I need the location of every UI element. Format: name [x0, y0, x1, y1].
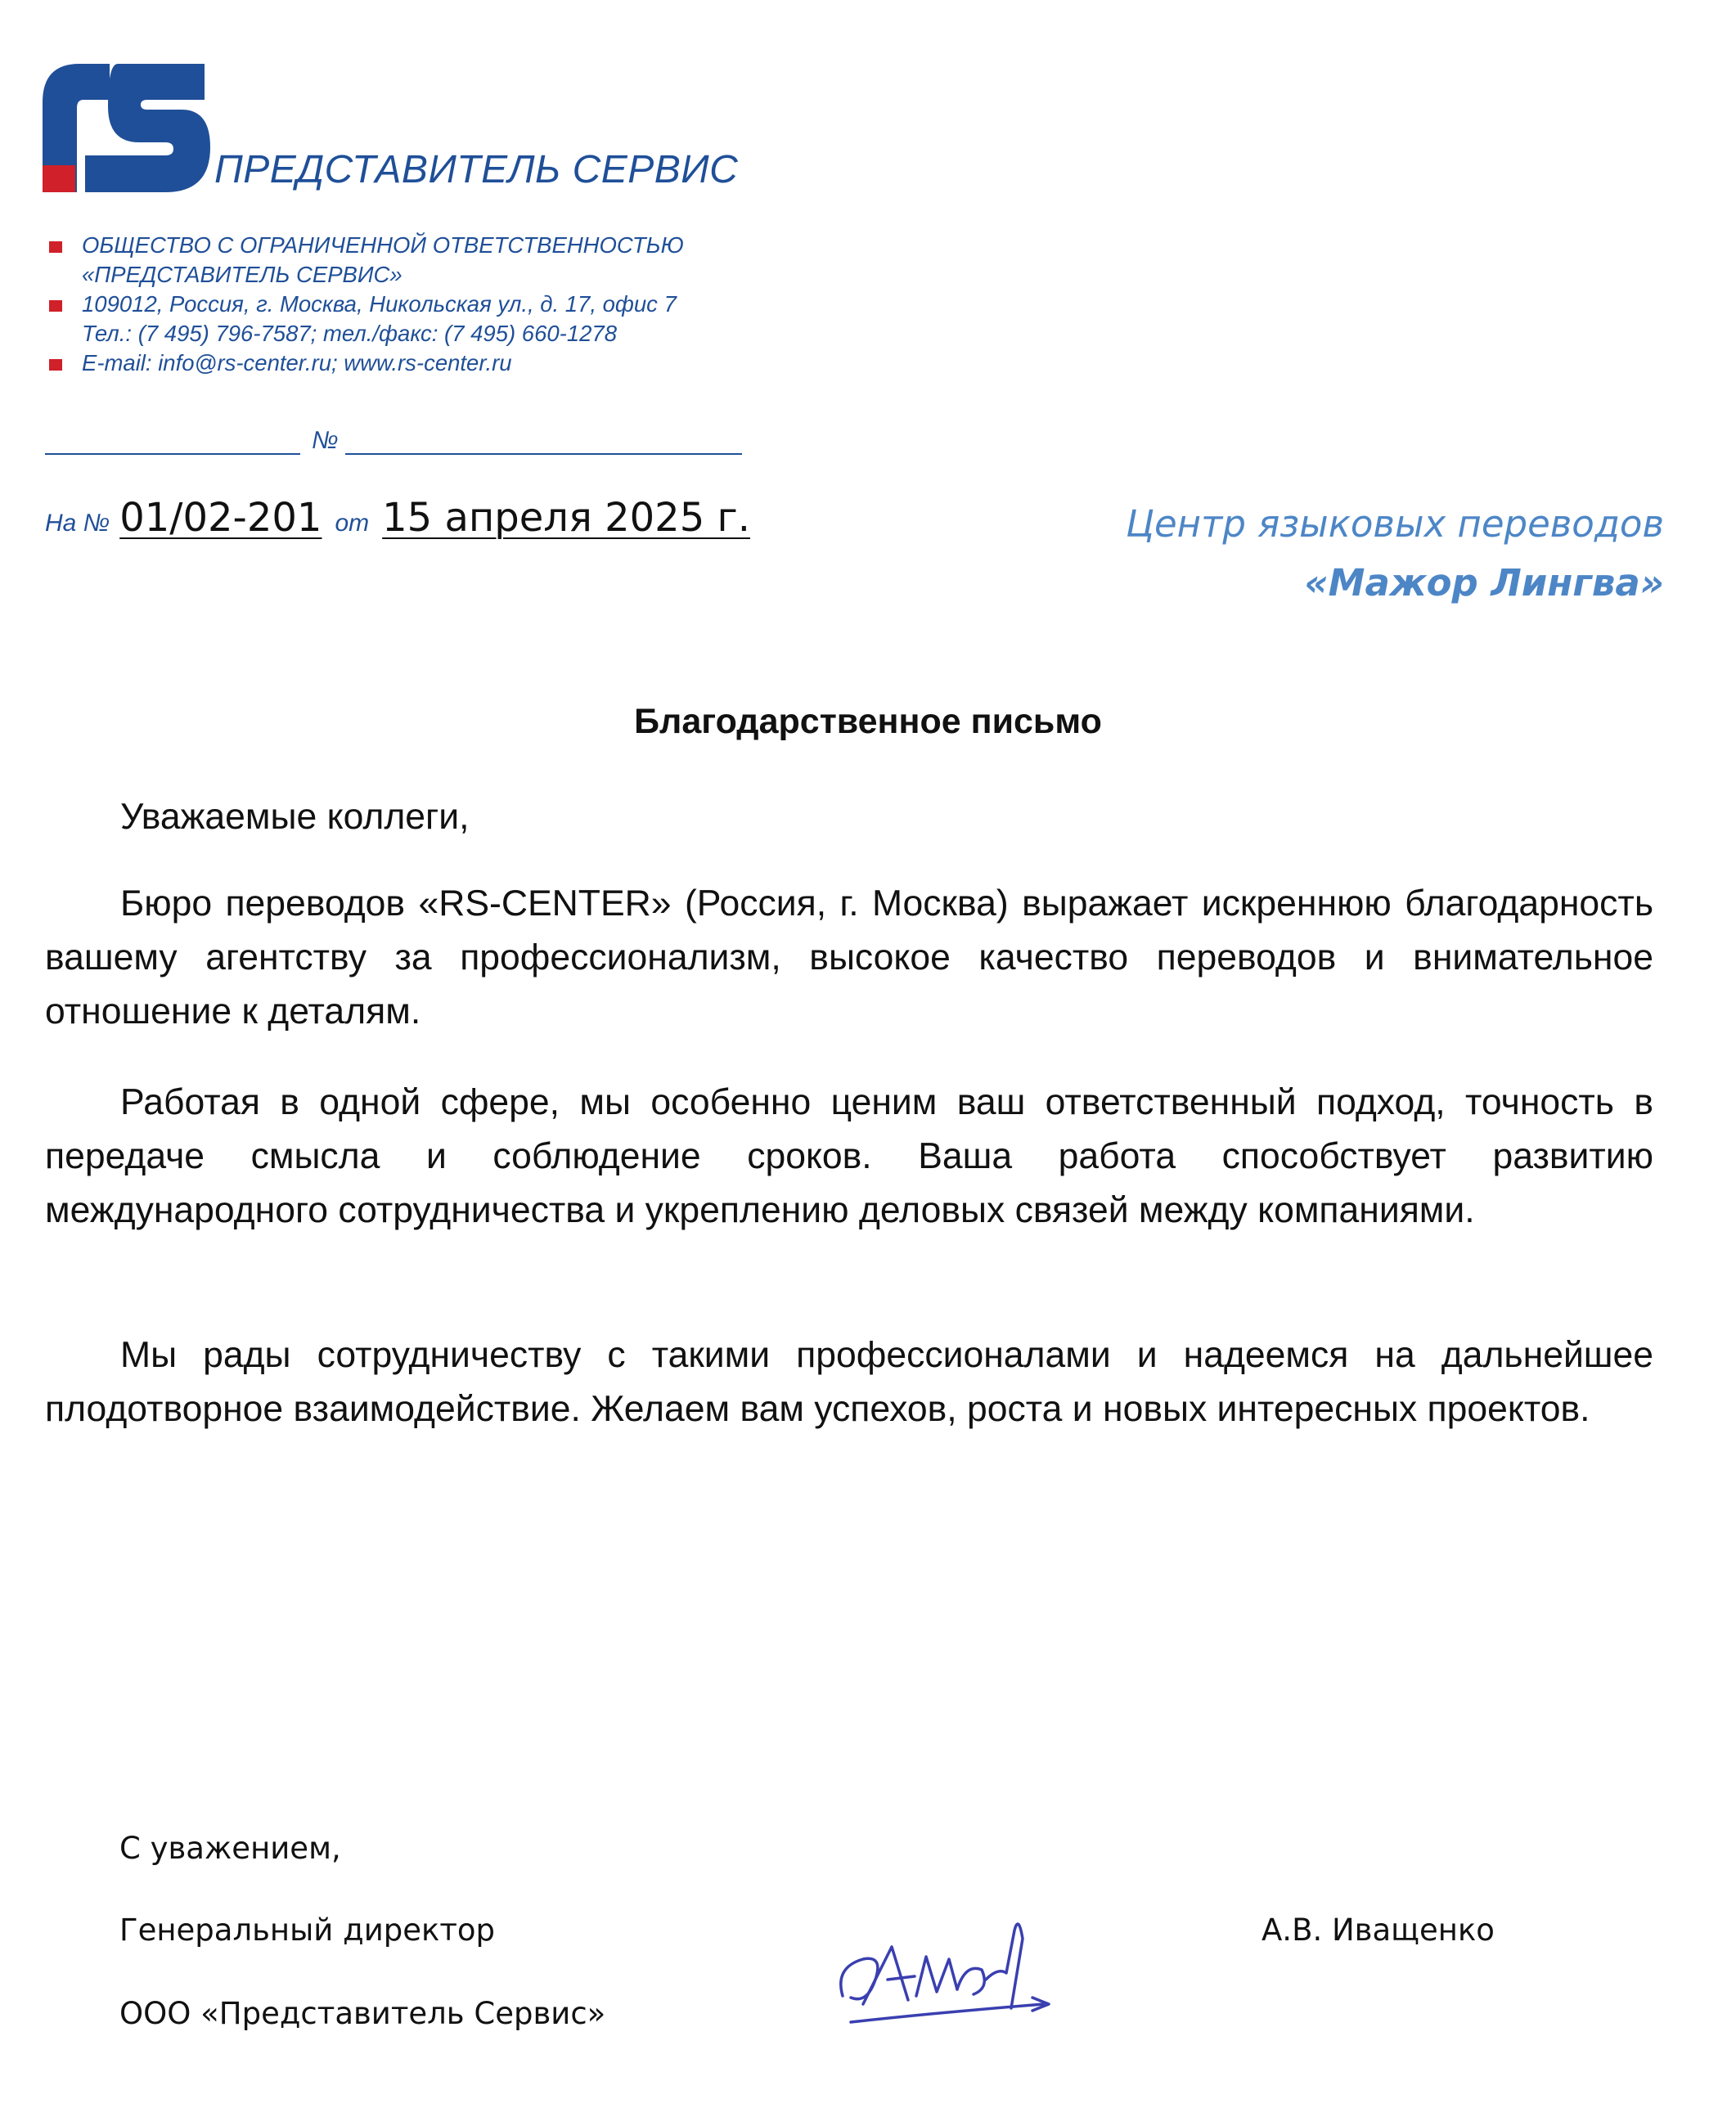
reference-ot-label: от — [335, 510, 370, 537]
reference-number: 01/02-201 — [119, 495, 322, 541]
closing: С уважением, — [119, 1831, 341, 1866]
reference-na-label: На № — [45, 510, 110, 537]
greeting: Уважаемые коллеги, — [120, 797, 470, 837]
company-name: ПРЕДСТАВИТЕЛЬ СЕРВИС — [214, 148, 739, 191]
company-details — [47, 231, 784, 378]
signer-name: А.В. Иващенко — [1262, 1912, 1495, 1948]
paragraph: Мы рады сотрудничеству с такими профессионалами и надеемся на дальнейшее плодотворное взаимодействие. Желаем вам успехов, роста и новых интересных проектов. — [45, 1335, 1653, 1429]
details-line: ОБЩЕСТВО С ОГРАНИЧЕННОЙ ОТВЕТСТВЕННОСТЬЮ — [47, 231, 784, 260]
signer-position: Генеральный директор — [119, 1912, 496, 1948]
bullet-marker — [49, 300, 62, 312]
handwritten-signature — [818, 1881, 1072, 2037]
number-blank — [345, 434, 742, 455]
recipient-line-1: Центр языковых переводов — [1126, 502, 1664, 546]
paragraph: Работая в одной сфере, мы особенно ценим ваш ответственный подход, точность в передаче смысла и соблюдение сроков. Ваша работа способствует развитию международного сотрудничества и укреплению деловых связей между компаниями. — [45, 1082, 1653, 1230]
date-blank — [45, 434, 300, 455]
reference-line — [45, 495, 750, 541]
number-sign: № — [312, 427, 339, 454]
reference-date: 15 апреля 2025 г. — [382, 495, 750, 541]
recipient-line-2: «Мажор Лингва» — [1304, 561, 1664, 605]
details-line: 109012, Россия, г. Москва, Никольская ул., д. 17, офис 7 — [47, 290, 784, 319]
bullet-marker — [49, 241, 62, 253]
details-line: Тел.: (7 495) 796-7587; тел./факс: (7 495) 660-1278 — [82, 321, 618, 346]
letter-title: Благодарственное письмо — [634, 702, 1102, 741]
signer-organization: ООО «Представитель Сервис» — [119, 1996, 606, 2031]
paragraph: Бюро переводов «RS-CENTER» (Россия, г. Москва) выражает искреннюю благодарность вашему агентству за профессионализм, высокое качество переводов и внимательное отношение к деталям. — [45, 883, 1653, 1032]
bullet-marker — [49, 359, 62, 371]
recipient — [1126, 495, 1664, 613]
outgoing-registration-line — [45, 427, 742, 455]
company-logo — [43, 57, 210, 192]
details-line: E-mail: info@rs-center.ru; www.rs-center.ru — [47, 348, 784, 378]
details-line: «ПРЕДСТАВИТЕЛЬ СЕРВИС» — [82, 262, 403, 287]
